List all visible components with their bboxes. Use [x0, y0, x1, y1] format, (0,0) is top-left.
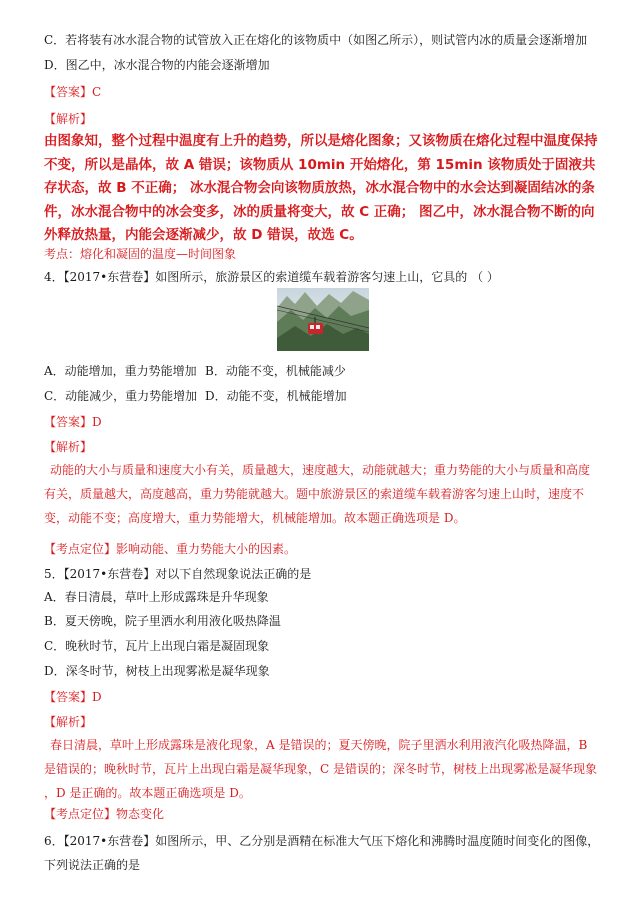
- q3-option-d: D．图乙中，冰水混合物的内能会逐渐增加: [44, 58, 270, 72]
- q5-option-b: B．夏天傍晚，院子里洒水利用液化吸热降温: [44, 614, 281, 628]
- q5-stem: 5．【2017•东营卷】对以下自然现象说法正确的是: [44, 567, 312, 581]
- q3-answer: 【答案】C: [44, 85, 102, 99]
- q4-option-a: A．动能增加，重力势能增加: [44, 364, 197, 378]
- q4-analysis-label: 【解析】: [44, 440, 93, 454]
- q4-option-b: B．动能不变，机械能减少: [205, 364, 346, 378]
- q5-option-a: A．春日清晨，草叶上形成露珠是升华现象: [44, 590, 269, 604]
- q5-analysis-text: 春日清晨，草叶上形成露珠是液化现象，A 是错误的；夏天傍晚，院子里洒水利用液汽化吸热降温，B 是错误的；晚秋时节，瓦片上出现白霜是凝华现象，C 是错误的；深冬时节，树枝上出现雾凇是凝华现象 ，D 是正确的。故本题正确选项是 D。: [44, 738, 598, 800]
- q4-analysis-text: 动能的大小与质量和速度大小有关，质量越大，速度越大，动能就越大；重力势能的大小与质量和高度有关，质量越大，高度越高，重力势能就越大。题中旅游景区的索道缆车载着游客匀速上山时，速度不变，动能不变；高度增大，重力势能增大，机械能增加。故本题正确选项是 D。: [44, 463, 591, 525]
- q5-option-c: C．晚秋时节，瓦片上出现白霜是凝固现象: [44, 639, 270, 653]
- q4-option-c: C．动能减少，重力势能增加: [44, 389, 198, 403]
- q6-stem: 6．【2017•东营卷】如图所示，甲、乙分别是酒精在标准大气压下熔化和沸腾时温度随时间变化的图像，下列说法正确的是: [44, 834, 600, 872]
- q3-analysis-label: 【解析】: [44, 112, 93, 126]
- q5-kaodian: 【考点定位】物态变化: [44, 807, 165, 821]
- cable-car-photo: [277, 288, 369, 351]
- q4-stem: 4．【2017•东营卷】如图所示，旅游景区的索道缆车载着游客匀速上山，它具的 （ ）: [44, 270, 499, 284]
- q3-option-c: C．若将装有冰水混合物的试管放入正在熔化的该物质中（如图乙所示），则试管内冰的质量会逐渐增加: [44, 33, 588, 47]
- q4-option-d: D．动能不变，机械能增加: [205, 389, 347, 403]
- q5-analysis-label: 【解析】: [44, 715, 93, 729]
- q4-answer: 【答案】D: [44, 415, 102, 429]
- q5-answer: 【答案】D: [44, 690, 102, 704]
- cable-car-illustration: [277, 288, 369, 351]
- q3-kaodian: 考点：熔化和凝固的温度—时间图象: [44, 247, 237, 261]
- q5-option-d: D．深冬时节，树枝上出现雾凇是凝华现象: [44, 664, 270, 678]
- q3-analysis-text: 由图象知，整个过程中温度有上升的趋势，所以是熔化图象；又该物质在熔化过程中温度保持不变，所以是晶体，故 A 错误；该物质从 10min 开始熔化，第 15min 该物质处于固液共存状态，故 B 不正确； 冰水混合物会向该物质放热，冰水混合物中的水会达到凝固结冰的条件，冰水混合物中的冰会变多，冰的质量将变大，故 C 正确； 图乙中，冰水混合物不断的向外释放热量，内能会逐渐减少，故 D 错误，故选 C。: [44, 133, 598, 243]
- q4-kaodian: 【考点定位】影响动能、重力势能大小的因素。: [44, 542, 297, 556]
